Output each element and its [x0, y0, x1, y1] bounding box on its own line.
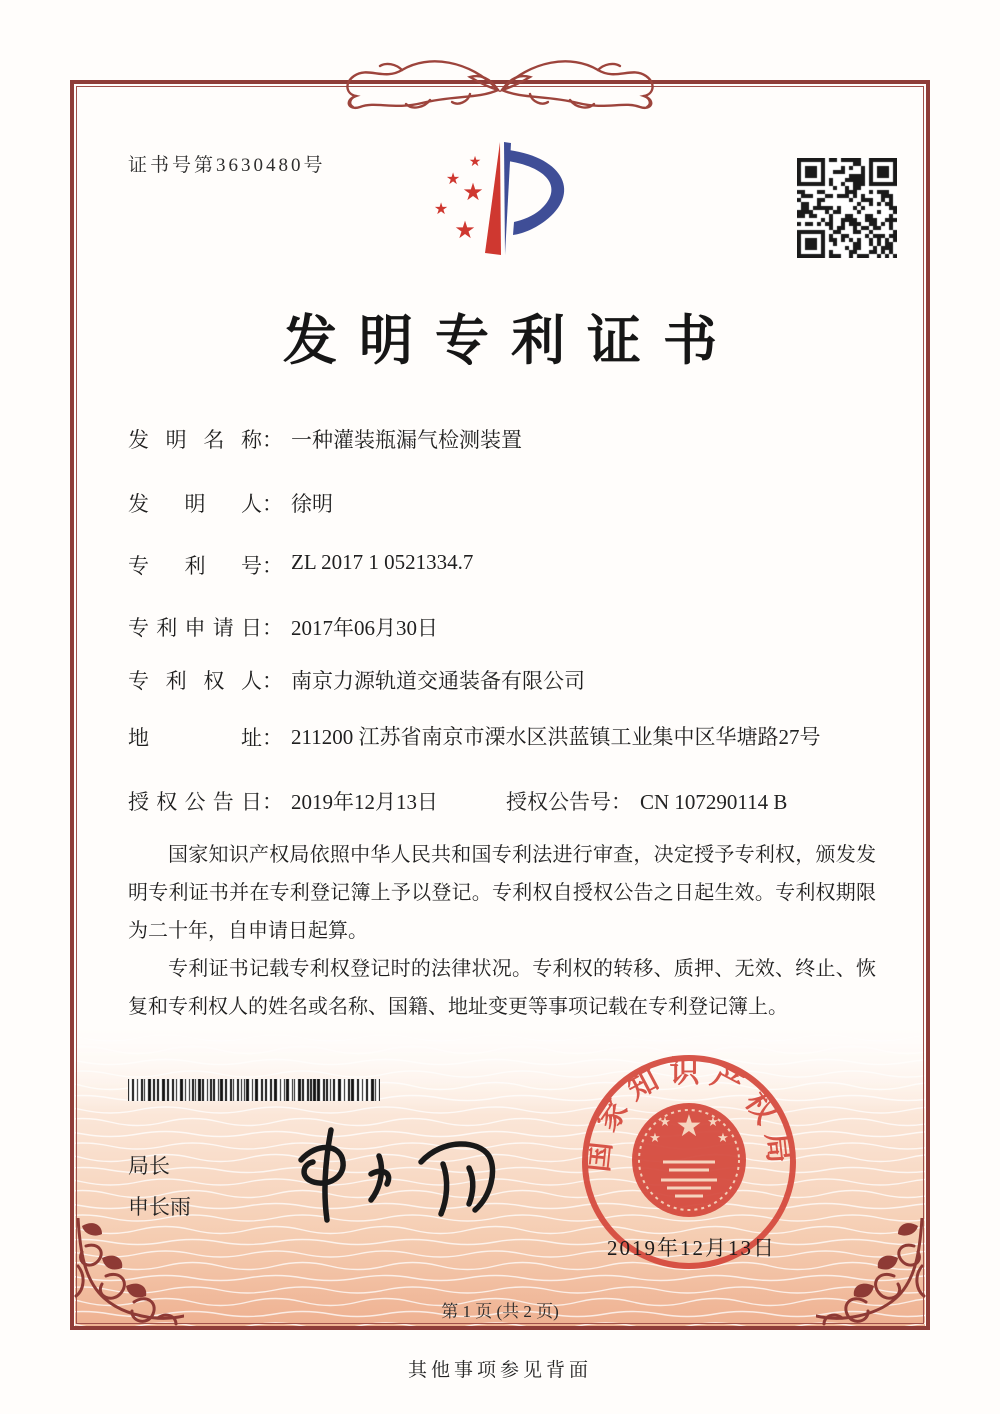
field-label: 地址	[128, 726, 262, 750]
seal-text: 国家知识产权局	[581, 1055, 797, 1174]
svg-text:★: ★	[707, 1115, 719, 1130]
certificate-title: 发明专利证书	[283, 311, 739, 371]
cnipa-patent-logo-icon	[405, 128, 595, 283]
field-inventor	[128, 488, 333, 518]
svg-text:★: ★	[433, 199, 449, 218]
legal-text	[128, 836, 876, 1026]
field-value: 211200 江苏省南京市溧水区洪蓝镇工业集中区华塘路27号	[291, 725, 821, 749]
page-number: 第 1 页 (共 2 页)	[441, 1302, 559, 1321]
svg-text:★: ★	[649, 1131, 661, 1146]
svg-text:★: ★	[675, 1109, 703, 1144]
national-emblem-icon	[632, 1103, 746, 1217]
field-label: 发明名称	[128, 428, 262, 452]
svg-text:★: ★	[454, 216, 476, 244]
field-colon: ：	[262, 669, 283, 693]
commissioner-name: 申长雨	[128, 1195, 191, 1219]
field-label: 专利号	[128, 554, 262, 578]
field-colon: ：	[611, 790, 632, 814]
field-value: 2019年12月13日	[291, 790, 438, 814]
svg-text:★: ★	[659, 1115, 671, 1130]
commissioner-block	[128, 1146, 191, 1228]
certificate-number: 证书号第3630480号	[128, 155, 326, 176]
field-label: 发明人	[128, 492, 262, 516]
field-colon: ：	[262, 616, 283, 640]
seal-date: 2019年12月13日	[607, 1236, 776, 1260]
field-label: 授权公告日	[128, 790, 262, 814]
svg-text:★: ★	[468, 154, 482, 170]
field-patentee	[128, 665, 585, 695]
back-side-note: 其他事项参见背面	[407, 1360, 592, 1381]
field-address	[128, 722, 941, 752]
field-filing-date	[128, 612, 438, 642]
field-value: 2017年06月30日	[291, 616, 438, 640]
svg-text:★: ★	[717, 1131, 729, 1146]
legal-paragraph: 国家知识产权局依照中华人民共和国专利法进行审查，决定授予专利权，颁发发明专利证书并在专利登记簿上予以登记。专利权自授权公告之日起生效。专利权期限为二十年，自申请日起算。	[128, 844, 876, 942]
legal-paragraph: 专利证书记载专利权登记时的法律状况。专利权的转移、质押、无效、终止、恢复和专利权人的姓名或名称、国籍、地址变更等事项记载在专利登记簿上。	[128, 958, 876, 1018]
field-value: ZL 2017 1 0521334.7	[291, 550, 474, 574]
field-label: 专利权人	[128, 669, 262, 693]
dragon-ornament-icon	[310, 50, 690, 114]
barcode	[128, 1079, 380, 1101]
field-label: 专利申请日	[128, 616, 262, 640]
field-value: CN 107290114 B	[640, 790, 788, 814]
field-colon: ：	[262, 790, 283, 814]
field-colon: ：	[262, 492, 283, 516]
svg-text:★: ★	[462, 178, 484, 206]
field-patent-number	[128, 550, 473, 580]
field-colon: ：	[262, 554, 283, 578]
commissioner-title: 局长	[128, 1154, 170, 1178]
qr-code	[797, 158, 897, 258]
field-value: 一种灌装瓶漏气检测装置	[291, 428, 522, 452]
field-grant-number	[506, 786, 787, 816]
field-value: 徐明	[291, 492, 333, 516]
field-grant-date	[128, 786, 438, 816]
director-signature-icon	[283, 1122, 508, 1227]
svg-text:★: ★	[445, 169, 461, 188]
field-label: 授权公告号	[506, 790, 611, 814]
field-colon: ：	[262, 726, 283, 750]
field-value: 南京力源轨道交通装备有限公司	[291, 669, 585, 693]
field-colon: ：	[262, 428, 283, 452]
field-invention-name	[128, 424, 522, 454]
